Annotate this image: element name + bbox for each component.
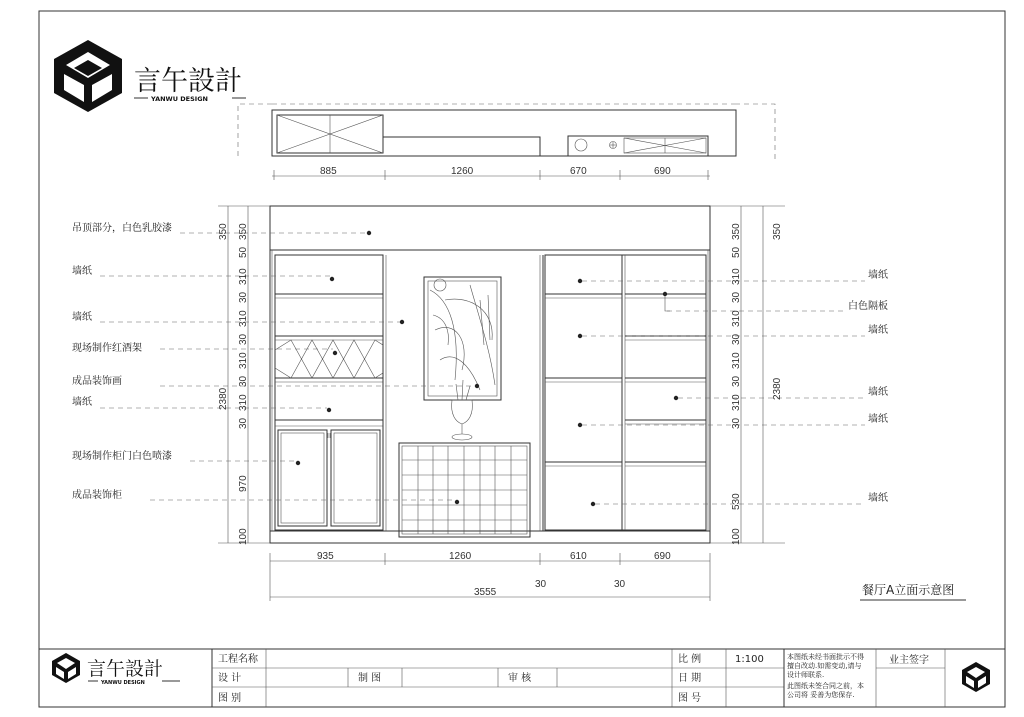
label-wallpaper: 墙纸 [72, 266, 92, 277]
vdim: 310 [238, 310, 249, 327]
vdim: 30 [238, 291, 249, 303]
hdim: 935 [317, 551, 334, 562]
total-dim: 3555 [474, 587, 497, 598]
vdim: 310 [731, 310, 742, 327]
vdim: 50 [238, 246, 249, 258]
vdim: 310 [731, 268, 742, 285]
label-wine-rack: 现场制作红酒架 [72, 343, 142, 354]
vdim: 30 [238, 417, 249, 429]
scale-label: 比 例 [678, 654, 702, 665]
brand-logo-icon [54, 40, 122, 112]
vdim: 30 [731, 375, 742, 387]
plan-dim: 690 [654, 166, 671, 177]
right-vdims [731, 223, 783, 545]
sheet-label: 图 号 [678, 693, 702, 704]
plan-dim: 885 [320, 166, 337, 177]
vdim: 30 [731, 333, 742, 345]
label-ceiling: 吊顶部分，白色乳胶漆 [72, 223, 172, 234]
label-wallpaper: 墙纸 [868, 414, 888, 425]
vdim: 350 [731, 223, 742, 240]
vdim-outer: 350 [772, 223, 783, 240]
vdim: 310 [238, 352, 249, 369]
vdim: 310 [731, 394, 742, 411]
hdim: 30 [614, 579, 626, 590]
plan-dim: 1260 [451, 166, 474, 177]
vdim: 30 [731, 417, 742, 429]
vdim: 100 [731, 528, 742, 545]
hdim: 1260 [449, 551, 472, 562]
label-painting: 成品装饰画 [72, 376, 122, 387]
owner-sign-label: 业主签字 [889, 655, 929, 666]
vdim-outer: 2380 [772, 377, 783, 400]
left-vdims [218, 223, 249, 545]
brand-name: 言午設計 [134, 66, 242, 97]
review-label: 审 核 [508, 673, 532, 684]
vdim: 310 [238, 268, 249, 285]
design-label: 设 计 [218, 673, 242, 684]
vdim: 310 [731, 352, 742, 369]
brand-subtitle: YANWU DESIGN [151, 95, 208, 103]
plan-view [238, 104, 775, 180]
brand-name-small: 言午設計 [87, 658, 164, 680]
date-label: 日 期 [678, 673, 702, 684]
label-wallpaper: 墙纸 [868, 325, 888, 336]
leader-markers [296, 231, 678, 506]
brand-subtitle-small: YANWU DESIGN [101, 680, 145, 686]
drawing-title: 餐厅A立面示意图 [862, 583, 955, 597]
vdim: 30 [731, 291, 742, 303]
vdim: 100 [238, 528, 249, 545]
drawing-no-label: 图 别 [218, 693, 242, 704]
vdim-outer: 350 [218, 223, 229, 240]
plan-dim: 670 [570, 166, 587, 177]
note-line: 公司将 妥善为您保存. [787, 691, 855, 699]
brand-logo-icon [962, 662, 990, 692]
label-wallpaper: 墙纸 [868, 387, 888, 398]
hdim: 610 [570, 551, 587, 562]
elevation-view [100, 206, 865, 601]
label-white-shelf: 白色隔板 [848, 301, 888, 312]
note-line: 设计师联系. [787, 671, 825, 679]
vdim: 970 [238, 475, 249, 492]
label-wallpaper: 墙纸 [72, 312, 92, 323]
vdim: 30 [238, 333, 249, 345]
draw-label: 制 图 [358, 673, 382, 684]
label-wallpaper: 墙纸 [868, 493, 888, 504]
note-line: 此图纸未签合同之前，本 [787, 682, 864, 690]
label-wallpaper: 墙纸 [72, 397, 92, 408]
brand-logo-icon [52, 653, 80, 683]
label-wallpaper: 墙纸 [868, 270, 888, 281]
label-sideboard: 成品装饰柜 [72, 490, 122, 501]
hdim: 30 [535, 579, 547, 590]
vdim: 310 [238, 394, 249, 411]
label-cabinet-door: 现场制作柜门白色喷漆 [72, 451, 172, 462]
sheet-border [39, 11, 1005, 707]
vdim-outer: 2380 [218, 387, 229, 410]
scale-value: 1:100 [735, 654, 764, 665]
hdim: 690 [654, 551, 671, 562]
note-line: 本图纸未经书面批示不得 [787, 653, 864, 661]
vdim: 530 [731, 493, 742, 510]
vdim: 50 [731, 246, 742, 258]
vdim: 30 [238, 375, 249, 387]
note-line: 擅自改动.如需变动,请与 [787, 662, 862, 670]
vdim: 350 [238, 223, 249, 240]
project-label: 工程名称 [218, 654, 258, 665]
